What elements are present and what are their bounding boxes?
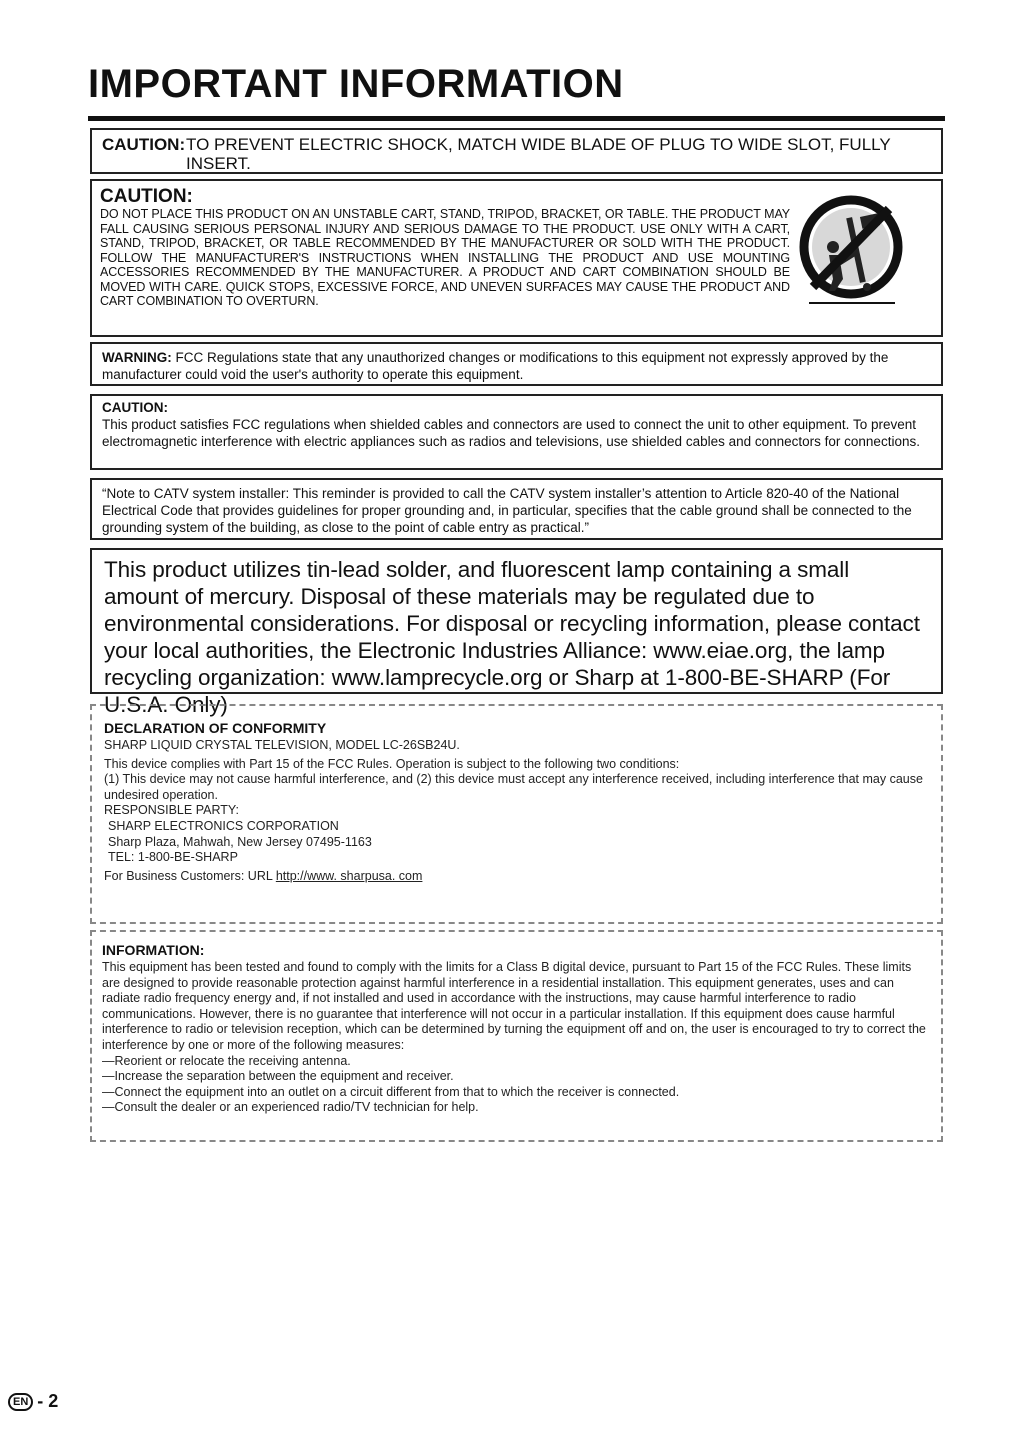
business-prefix: For Business Customers: URL [104,868,273,883]
page-title: IMPORTANT INFORMATION [88,62,624,106]
responsible-address: Sharp Plaza, Mahwah, New Jersey 07495-1163 [108,834,372,849]
catv-note-box [90,478,943,540]
measure-item: —Consult the dealer or an experienced radio/TV technician for help. [102,1100,479,1115]
disposal-text: This product utilizes tin-lead solder, and fluorescent lamp containing a small amount of mercury. Disposal of these materials may be regulated due to environmental considerations. For disposal or recycling information, please contact your local authorities, the Electronic Industries Alliance: www.eiae.org, the lamp recycling organization: www.lamprecycle.org or Sharp at 1-800-BE-SHARP (For U.S.A. Only) [104,557,920,717]
language-badge: EN [8,1393,33,1411]
measure-item: —Connect the equipment into an outlet on a circuit different from that to which the receiver is connected. [102,1084,680,1099]
responsible-company: SHARP ELECTRONICS CORPORATION [108,818,339,833]
disposal-box [90,548,943,717]
responsible-tel: TEL: 1-800-BE-SHARP [108,850,238,865]
caution-cables-heading: CAUTION: [102,400,168,415]
title-rule [88,116,945,121]
caution-plug-text: TO PREVENT ELECTRIC SHOCK, MATCH WIDE BLADE OF PLUG TO WIDE SLOT, FULLY INSERT. [186,135,891,173]
caution-cart-text: DO NOT PLACE THIS PRODUCT ON AN UNSTABLE CART, STAND, TRIPOD, BRACKET, OR TABLE. THE PRODUCT MAY FALL CAUSING SERIOUS PERSONAL INJURY AND SERIOUS DAMAGE TO THE PRODUCT. USE ONLY WITH A CART, STAND, TRIPOD, BRACKET, OR TABLE RECOMMENDED BY THE MANUFACTURER OR SOLD WITH THE PRODUCT. FOLLOW THE MANUFACTURER'S INSTRUCTIONS WHEN INSTALLING THE PRODUCT AND USE MOUNTING ACCESSORIES RECOMMENDED BY THE MANUFACTURER. A PRODUCT AND CART COMBINATION SHOULD BE MOVED WITH CARE. QUICK STOPS, EXCESSIVE FORCE, AND UNEVEN SURFACES MAY CAUSE THE PRODUCT AND CART COMBINATION TO OVERTURN. [100,207,790,308]
warning-label: WARNING: [102,350,172,365]
caution-cables-box [90,394,943,470]
information-box [90,930,943,1142]
measure-item: —Reorient or relocate the receiving antenna. [102,1053,351,1068]
catv-note-text: “Note to CATV system installer: This reminder is provided to call the CATV system installer’s attention to Article 820-40 of the National Electrical Code that provides guidelines for proper grounding and, in particular, specifies that the cable ground shall be connected to the grounding system of the building, as close to the point of cable entry as practical.” [102,486,912,535]
caution-cables-text: This product satisfies FCC regulations when shielded cables and connectors are used to connect the unit to other equipment. To prevent electromagnetic interference with electric appliances such as radios and televisions, use shielded cables and connectors for connections. [102,417,920,449]
business-customers-line [104,869,929,885]
page-footer [8,1391,58,1412]
information-heading: INFORMATION: [102,942,205,958]
caution-cart-box [90,179,943,337]
declaration-heading: DECLARATION OF CONFORMITY [104,720,327,736]
warning-box [90,342,943,386]
caution-cart-heading: CAUTION: [100,186,193,207]
business-url-link[interactable]: http://www. sharpusa. com [275,868,423,883]
declaration-complies: This device complies with Part 15 of the FCC Rules. Operation is subject to the following two conditions: [104,756,680,771]
information-body: This equipment has been tested and found to comply with the limits for a Class B digital device, pursuant to Part 15 of the FCC Rules. These limits are designed to provide reasonable protection against harmful interference in a residential installation. This equipment generates, uses and can radiate radio frequency energy and, if not installed and used in accordance with the instructions, may cause harmful interference to radio communications. However, there is no guarantee that interference will not occur in a particular installation. If this equipment does cause harmful interference to radio or television reception, which can be determined by turning the equipment off and on, the user is encouraged to try to correct the interference by one or more of the following measures: [102,960,926,1052]
warning-text: FCC Regulations state that any unauthorized changes or modifications to this equipment not expressly approved by the manufacturer could void the user's authority to operate this equipment. [102,350,889,382]
caution-label: CAUTION: [102,135,186,154]
declaration-box [90,704,943,924]
page-number: - 2 [37,1391,59,1411]
declaration-model: SHARP LIQUID CRYSTAL TELEVISION, MODEL LC-26SB24U. [104,738,460,752]
caution-plug-box [90,128,943,174]
cart-tip-over-warning-icon [799,195,903,307]
responsible-party-label: RESPONSIBLE PARTY: [104,803,240,818]
declaration-conditions: (1) This device may not cause harmful interference, and (2) this device must accept any interference received, including interference that may cause undesired operation. [104,772,923,802]
measure-item: —Increase the separation between the equipment and receiver. [102,1069,454,1084]
